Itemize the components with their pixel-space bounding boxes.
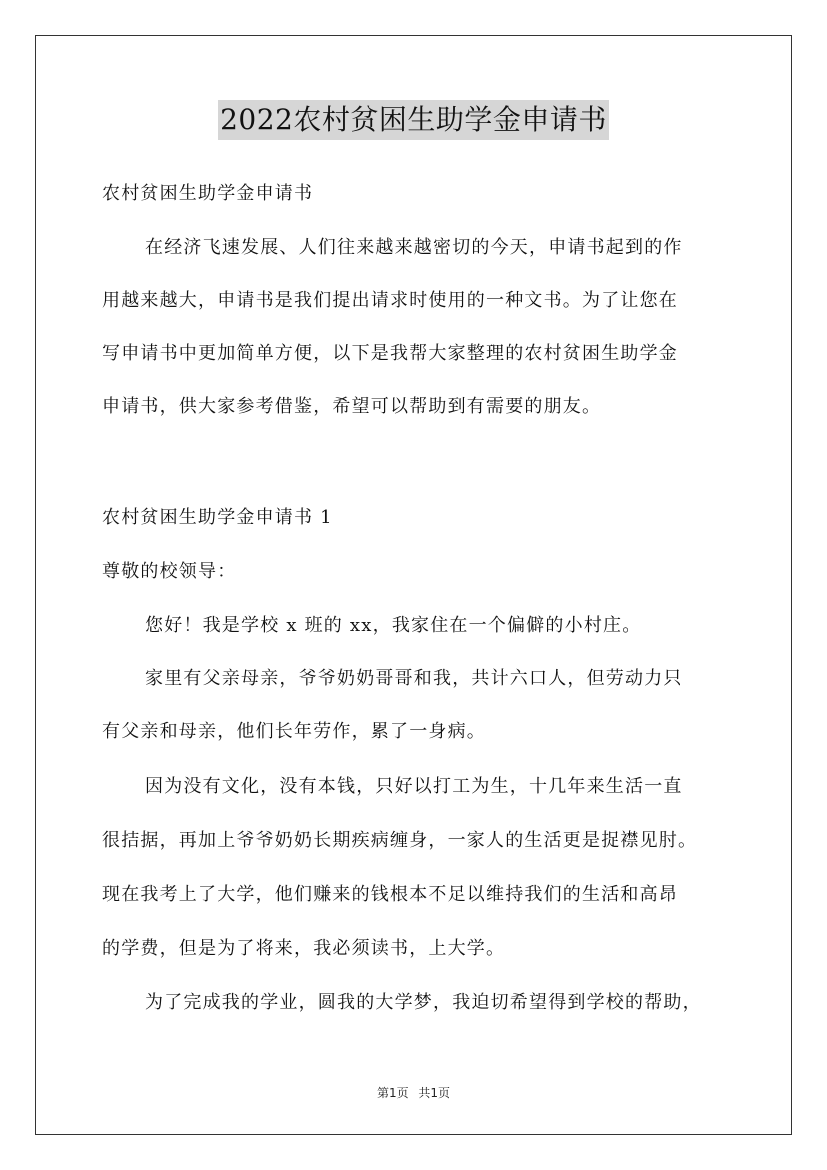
body-line-4: 因为没有文化，没有本钱，只好以打工为生，十几年来生活一直: [145, 776, 683, 797]
body-line-6: 现在我考上了大学，他们赚来的钱根本不足以维持我们的生活和高昂: [102, 884, 678, 905]
body-line-7: 的学费，但是为了将来，我必须读书，上大学。: [102, 938, 506, 959]
body-line-1: 您好！我是学校 x 班的 xx，我家住在一个偏僻的小村庄。: [145, 615, 642, 636]
document-subtitle: 农村贫困生助学金申请书: [102, 183, 314, 204]
body-line-8: 为了完成我的学业，圆我的大学梦，我迫切希望得到学校的帮助，: [145, 992, 702, 1013]
intro-line-2: 用越来越大，申请书是我们提出请求时使用的一种文书。为了让您在: [102, 290, 678, 311]
salutation: 尊敬的校领导：: [102, 561, 237, 582]
body-line-5: 很拮据，再加上爷爷奶奶长期疾病缠身，一家人的生活更是捉襟见肘。: [102, 830, 698, 851]
page-footer: [0, 1084, 827, 1101]
intro-line-1: 在经济飞速发展、人们往来越来越密切的今天，申请书起到的作: [145, 237, 683, 258]
page-number: 第1页: [376, 1086, 409, 1100]
title-container: [0, 100, 827, 140]
intro-line-3: 写申请书中更加简单方便，以下是我帮大家整理的农村贫困生助学金: [102, 343, 678, 364]
page-total: 共1页: [418, 1086, 451, 1100]
body-line-3: 有父亲和母亲，他们长年劳作，累了一身病。: [102, 721, 486, 742]
document-title: 2022农村贫困生助学金申请书: [218, 100, 609, 140]
intro-line-4: 申请书，供大家参考借鉴，希望可以帮助到有需要的朋友。: [102, 396, 602, 417]
body-line-2: 家里有父亲母亲，爷爷奶奶哥哥和我，共计六口人，但劳动力只: [145, 668, 683, 689]
section-heading: 农村贫困生助学金申请书 1: [102, 507, 333, 528]
